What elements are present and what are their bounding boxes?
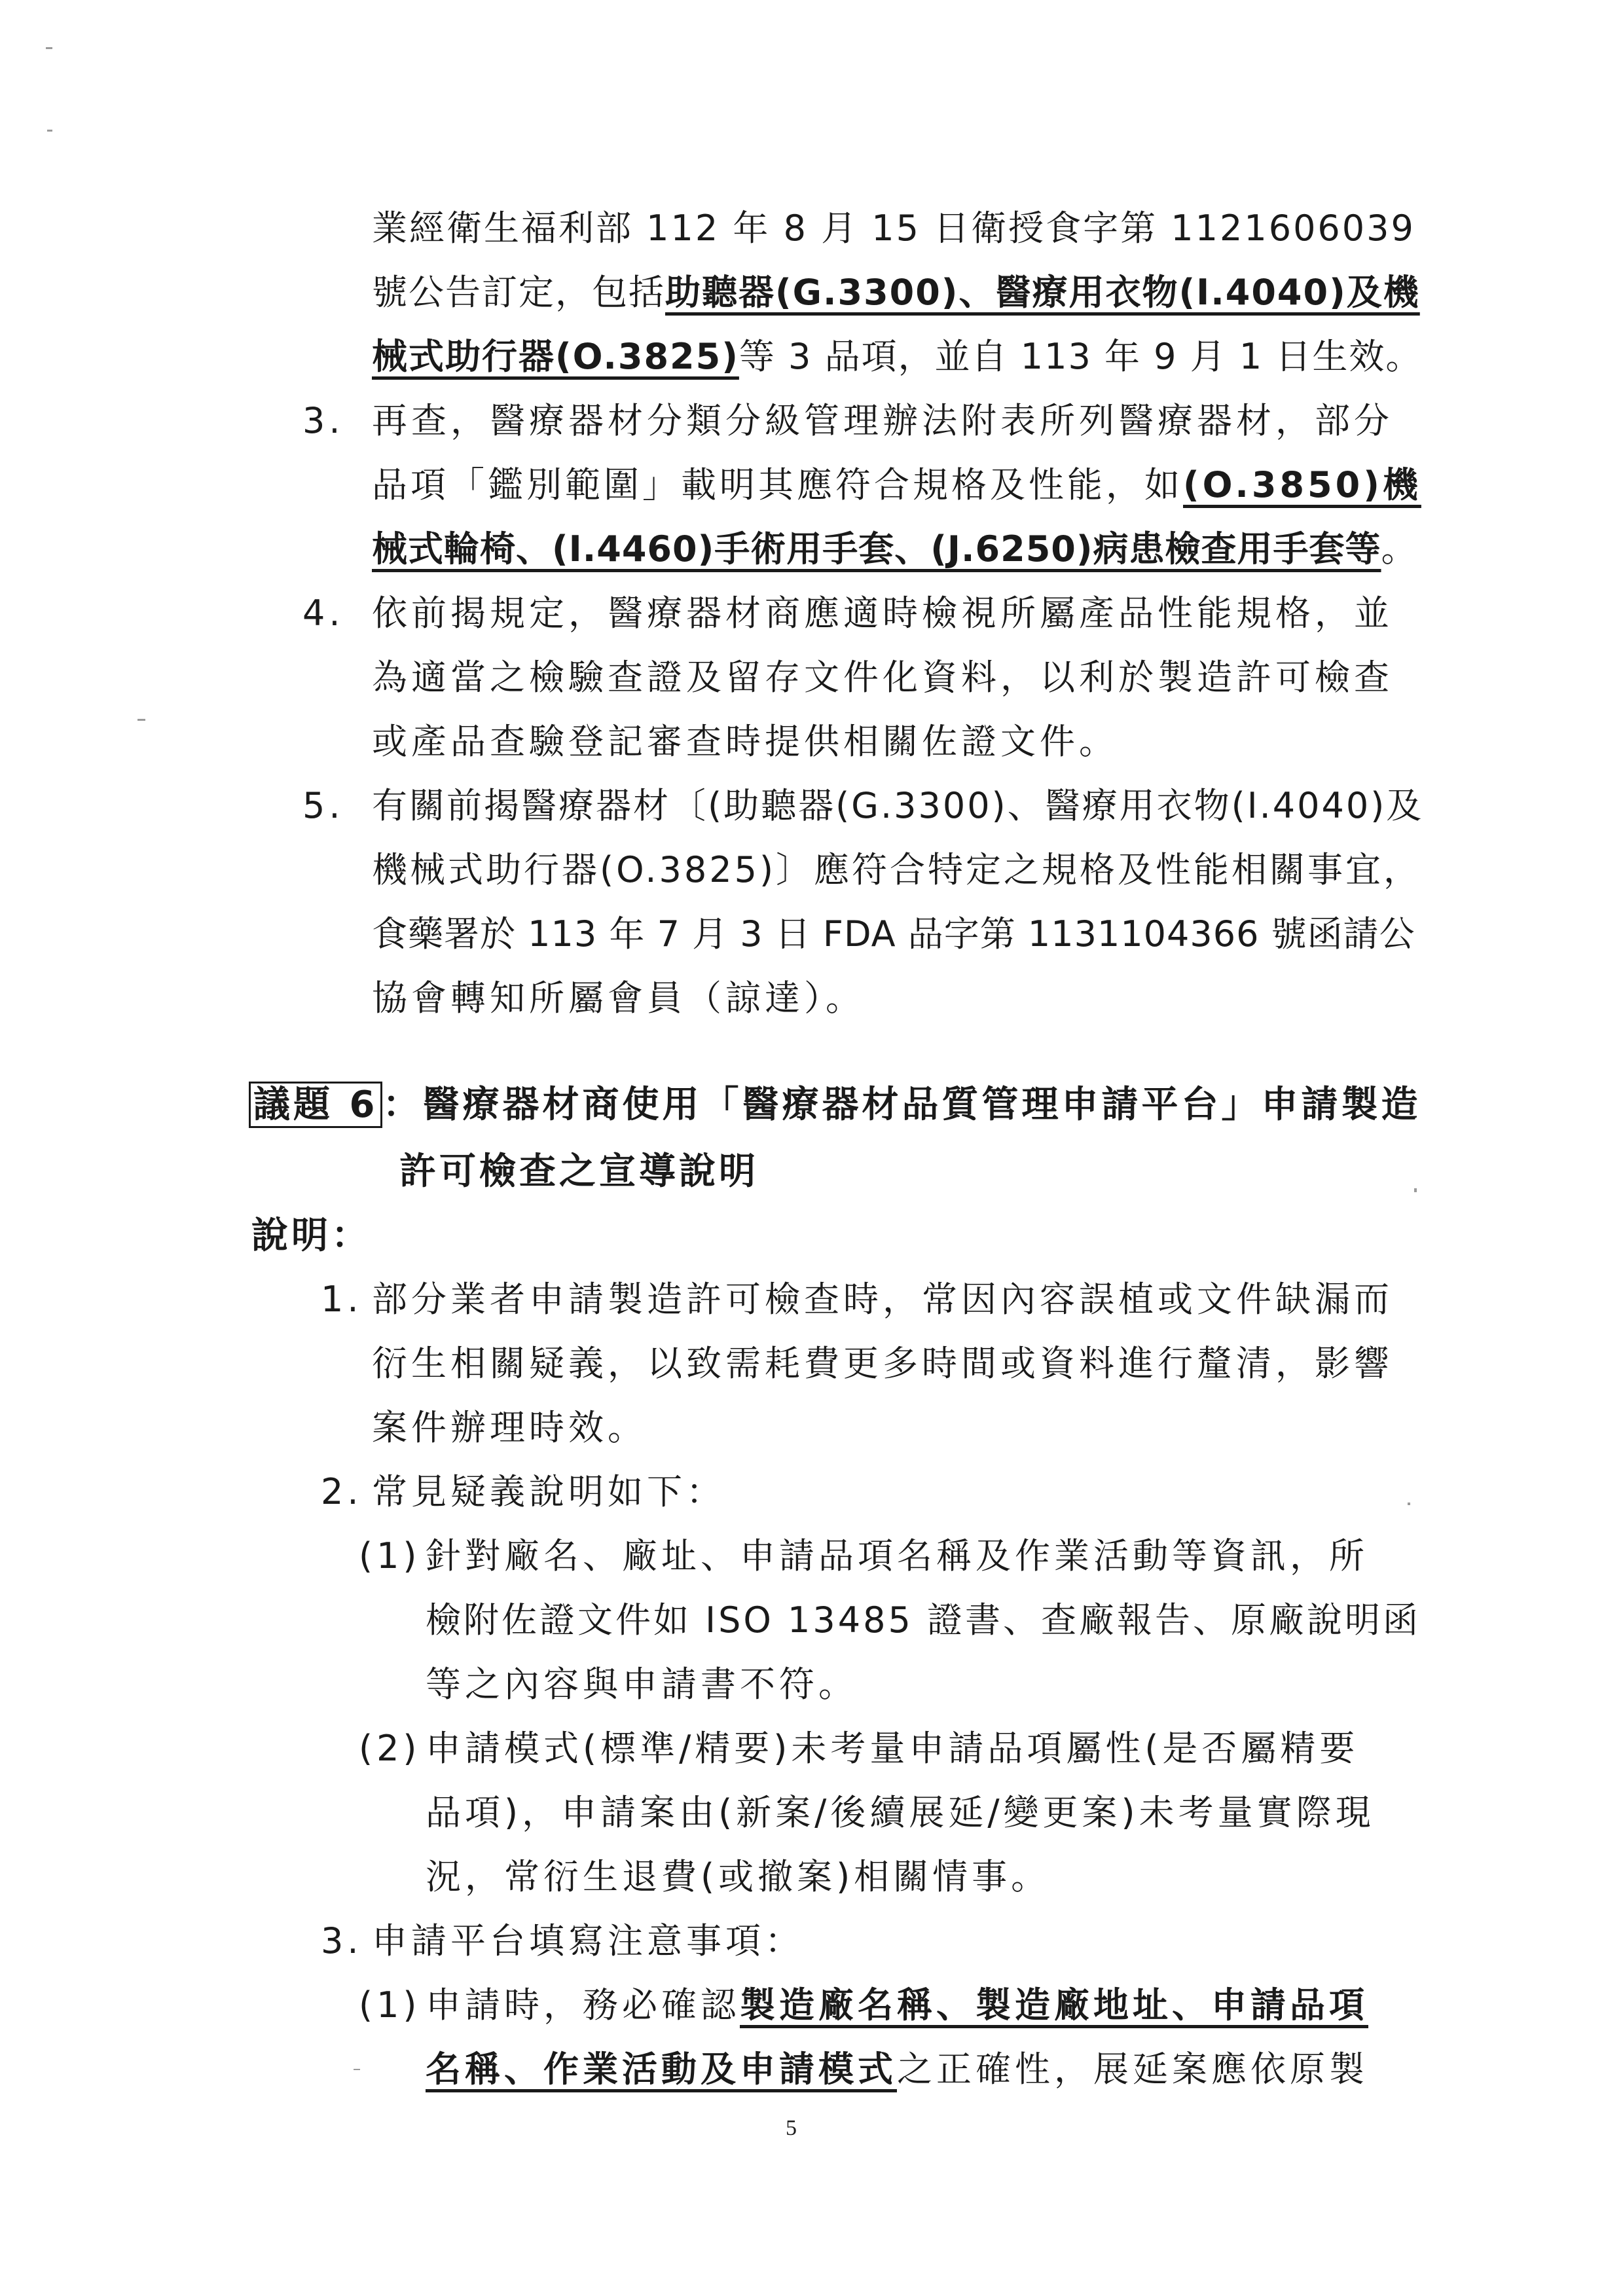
paragraph-line: 部分業者申請製造許可檢查時，常因內容誤植或文件缺漏而: [372, 1279, 1393, 1320]
paragraph-line: 案件辦理時效。: [372, 1407, 647, 1448]
paragraph-line: 申請平台填寫注意事項：: [372, 1920, 804, 1961]
paragraph-line: 衍生相關疑義，以致需耗費更多時間或資料進行釐清，影響: [372, 1343, 1393, 1384]
paragraph-line: 況，常衍生退費(或撤案)相關情事。: [426, 1856, 1051, 1897]
scan-speck: [137, 719, 145, 721]
topic-title-continued: 許可檢查之宣導說明: [399, 1150, 759, 1193]
paragraph-line: 依前揭規定，醫療器材商應適時檢視所屬產品性能規格，並: [372, 592, 1393, 634]
paragraph-line: 機械式助行器(O.3825)〕應符合特定之規格及性能相關事宜，: [372, 849, 1422, 890]
paragraph-line: 或產品查驗登記審查時提供相關佐證文件。: [372, 721, 1118, 762]
list-marker: 3.: [321, 1920, 363, 1961]
topic-heading: [249, 1084, 1421, 1126]
paragraph-line: 業經衛生福利部 112 年 8 月 15 日衛授食字第 1121606039: [372, 208, 1415, 249]
sub-list-marker: (1): [359, 1535, 421, 1576]
paragraph-line: 申請模式(標準/精要)未考量申請品項屬性(是否屬精要: [426, 1728, 1359, 1769]
paragraph-line: 常見疑義說明如下：: [372, 1471, 725, 1512]
list-marker: 1.: [321, 1279, 363, 1320]
list-marker: 5.: [302, 785, 344, 826]
scan-speck: [1408, 1503, 1410, 1505]
paragraph-line: 檢附佐證文件如 ISO 13485 證書、查廠報告、原廠說明函: [426, 1599, 1421, 1641]
paragraph-line: 再查，醫療器材分類分級管理辦法附表所列醫療器材，部分: [372, 400, 1393, 441]
explanation-label: 說明：: [251, 1214, 371, 1257]
paragraph-line: 名稱、作業活動及申請模式之正確性，展延案應依原製: [426, 2049, 1368, 2090]
list-marker: 4.: [302, 592, 344, 634]
paragraph-line: 有關前揭醫療器材〔(助聽器(G.3300)、醫療用衣物(I.4040)及: [372, 785, 1424, 826]
paragraph-line: 協會轉知所屬會員（諒達）。: [372, 977, 865, 1019]
scan-speck: [46, 47, 52, 49]
scan-speck: [47, 130, 52, 132]
paragraph-line: 等之內容與申請書不符。: [426, 1664, 858, 1705]
page-number: 5: [786, 2116, 797, 2140]
topic-label: 議題 6: [249, 1082, 382, 1128]
paragraph-line: 食藥署於 113 年 7 月 3 日 FDA 品字第 1131104366 號函請公: [372, 913, 1415, 955]
sub-list-marker: (1): [359, 1984, 421, 2026]
paragraph-line: 械式輪椅、(I.4460)手術用手套、(J.6250)病患檢查用手套等。: [372, 528, 1417, 570]
paragraph-line: 針對廠名、廠址、申請品項名稱及作業活動等資訊，所: [426, 1535, 1368, 1576]
scan-speck: [1414, 1188, 1417, 1192]
paragraph-line: 品項「鑑別範圍」載明其應符合規格及性能，如(O.3850)機: [372, 464, 1421, 505]
paragraph-line: 號公告訂定，包括助聽器(G.3300)、醫療用衣物(I.4040)及機: [372, 272, 1420, 313]
list-marker: 3.: [302, 400, 344, 441]
scan-speck: [354, 2069, 360, 2070]
paragraph-line: 為適當之檢驗查證及留存文件化資料，以利於製造許可檢查: [372, 657, 1393, 698]
topic-title: ：醫療器材商使用「醫療器材品質管理申請平台」申請製造: [382, 1084, 1421, 1126]
sub-list-marker: (2): [359, 1728, 421, 1769]
paragraph-line: 品項)，申請案由(新案/後續展延/變更案)未考量實際現: [426, 1792, 1375, 1833]
paragraph-line: 申請時，務必確認製造廠名稱、製造廠地址、申請品項: [426, 1984, 1368, 2026]
list-marker: 2.: [321, 1471, 363, 1512]
paragraph-line: 械式助行器(O.3825)等 3 品項，並自 113 年 9 月 1 日生效。: [372, 336, 1423, 377]
